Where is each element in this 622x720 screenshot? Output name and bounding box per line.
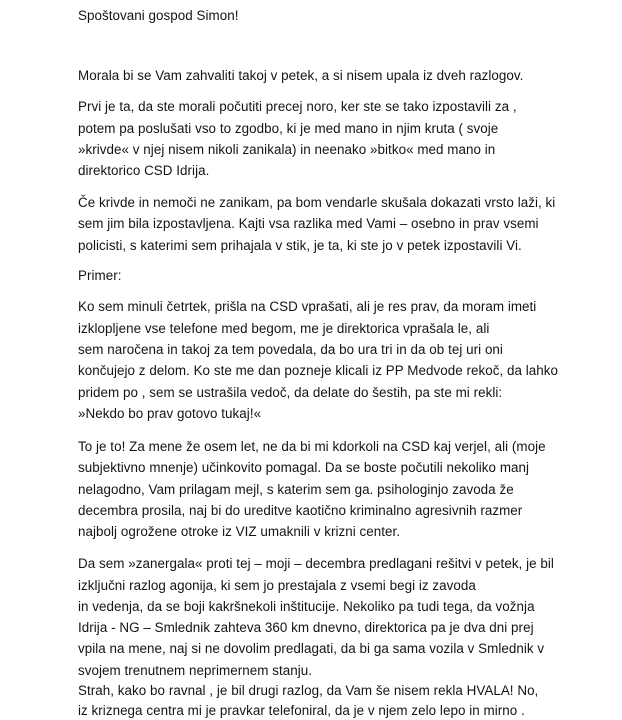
text-line: Morala bi se Vam zahvaliti takoj v petek, a si nisem upala iz dveh razlogov.	[78, 68, 524, 83]
text-line: potem pa poslušati vso to zgodbo, ki je med mano in njim kruta ( svoje	[78, 121, 499, 136]
text-line: končujejo z delom. Ko ste me dan pozneje klicali iz PP Medvode rekoč, da lahko	[78, 363, 559, 378]
text-line: policisti, s katerimi sem prihajala v stik, je ta, ki ste jo v petek izpostavili Vi.	[78, 238, 522, 253]
text-line: subjektivno mnenje) učinkovito pomagal. Da se boste počutili nekoliko manj	[78, 460, 530, 475]
text-line: direktorico CSD Idrija.	[78, 163, 210, 178]
text-line: izključni razlog agonija, ki sem jo prestajala z vsemi begi iz zavoda	[78, 578, 476, 593]
text-line: Da sem »zanergala« proti tej – moji – decembra predlagani rešitvi v petek, je bil	[78, 556, 554, 571]
text-line: »Nekdo bo prav gotovo tukaj!«	[78, 406, 262, 421]
text-line: sem naročena in takoj za tem povedala, da bo ura tri in da ob tej uri oni	[78, 342, 503, 357]
text-line: najbolj ogrožene otroke iz VIZ umaknili v krizni center.	[78, 524, 401, 539]
text-line: Ko sem minuli četrtek, prišla na CSD vprašati, ali je res prav, da moram imeti	[78, 299, 537, 314]
salutation: Spoštovani gospod Simon!	[78, 8, 239, 23]
text-line: Strah, kako bo ravnal , je bil drugi razlog, da Vam še nisem rekla HVALA! No,	[78, 683, 539, 698]
text-line: »krivde« v njej nisem nikoli zanikala) in neenako »bitko« med mano in	[78, 142, 496, 157]
text-line: Primer:	[78, 268, 122, 283]
text-line: To je to! Za mene že osem let, ne da bi mi kdorkoli na CSD kaj verjel, ali (moje	[78, 439, 546, 454]
text-line: nelagodno, Vam prilagam mejl, s katerim sem ga. psihologinjo zavoda že	[78, 482, 514, 497]
text-line: iz kriznega centra mi je pravkar telefoniral, da je v njem zelo lepo in mirno .	[78, 703, 525, 718]
text-line: in vedenja, da se boji kakršnekoli inštitucije. Nekoliko pa tudi tega, da vožnja	[78, 599, 535, 614]
text-line: vpila na mene, naj si ne dovolim predlagati, da bi ga sama vozila v Smlednik v	[78, 641, 545, 656]
text-line: Če krivde in nemoči ne zanikam, pa bom vendarle skušala dokazati vrsto laži, ki	[78, 195, 556, 210]
text-line: Prvi je ta, da ste morali počutiti precej noro, ker ste se tako izpostavili za ,	[78, 99, 517, 114]
text-line: decembra prosila, naj bi do ureditve kaotično kriminalno agresivnih razmer	[78, 503, 523, 518]
text-line: izklopljene vse telefone med begom, me je direktorica vprašala le, ali	[78, 321, 490, 336]
text-line: svojem trenutnem neprimernem stanju.	[78, 663, 313, 678]
text-line: Idrija - NG – Smlednik zahteva 360 km dnevno, direktorica pa je dva dni prej	[78, 620, 534, 635]
text-line: sem jim bila izpostavljena. Kajti vsa razlika med Vami – osebno in prav vsemi	[78, 216, 539, 231]
text-line: pridem po , sem se ustrašila vedoč, da delate do šestih, pa ste mi rekli:	[78, 385, 503, 400]
